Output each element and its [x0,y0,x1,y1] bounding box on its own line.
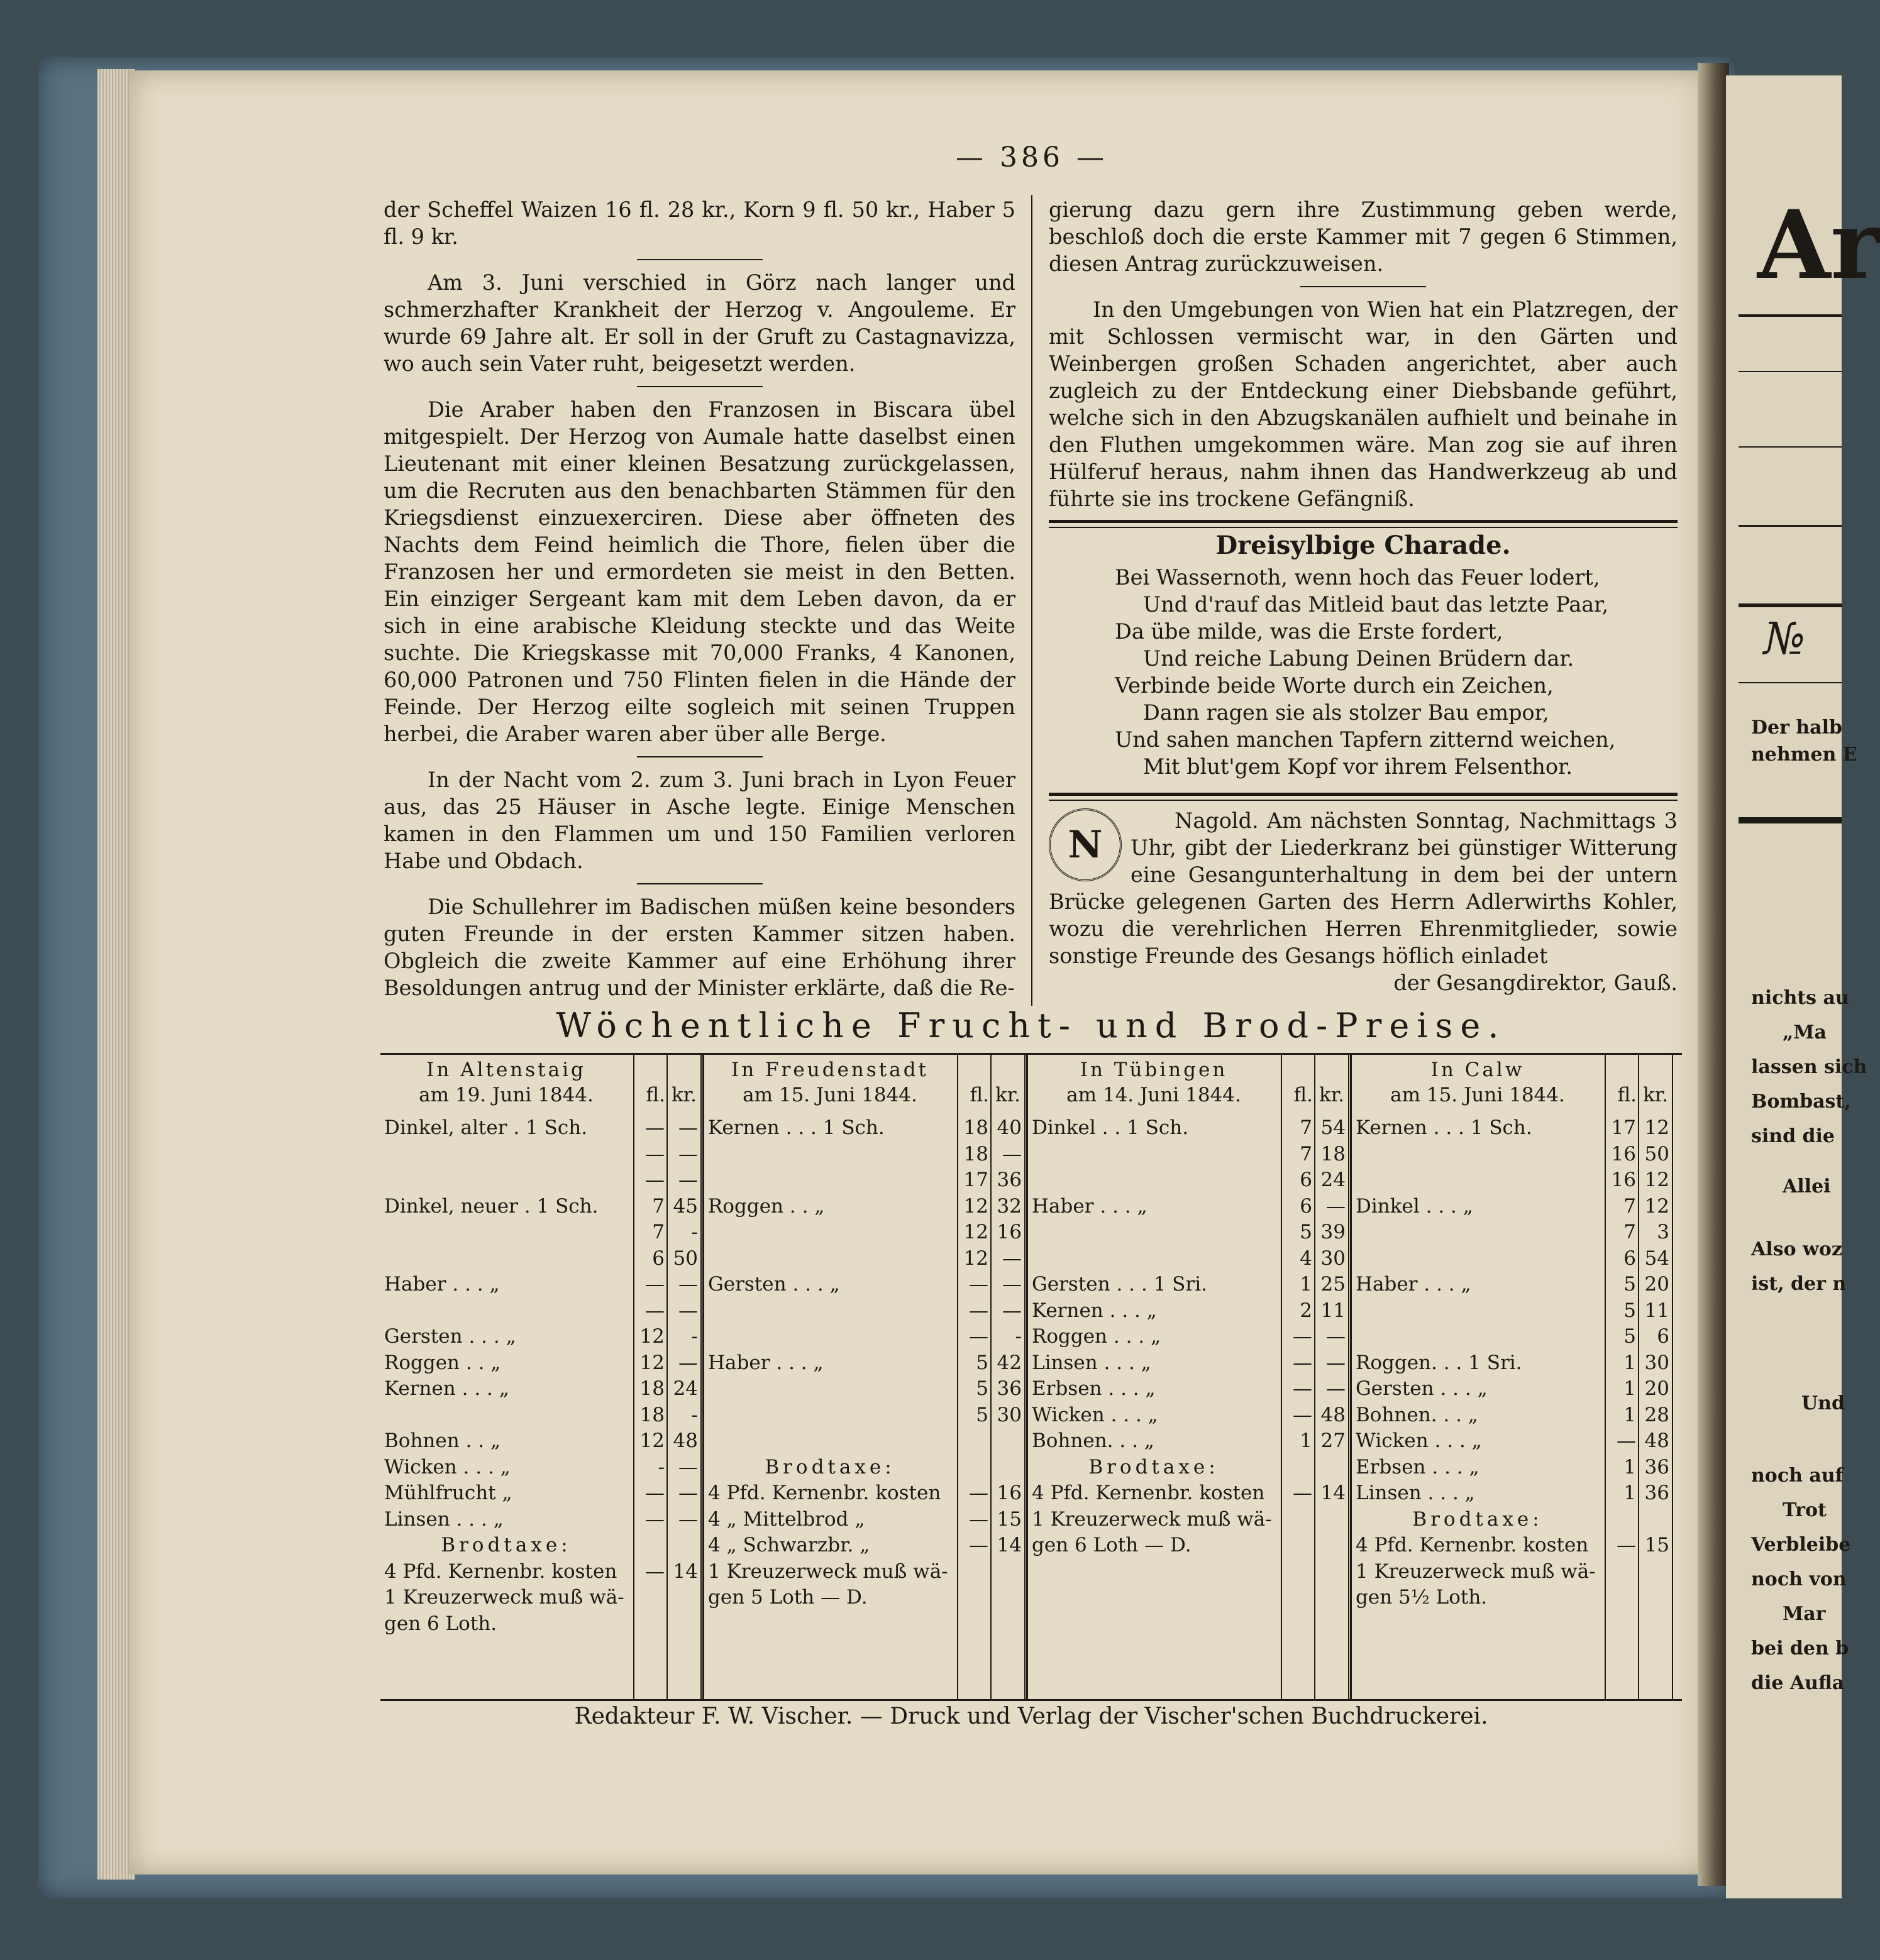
page-number: — 386 — [956,141,1108,173]
kreuzer-value: 45 [673,1194,698,1218]
article-lyon-fire: In der Nacht vom 2. zum 3. Juni brach in Lyon Feuer aus, das 25 Häuser in Asche legte. Einige Menschen kamen in den Flammen um und 150 Familien verloren Habe und Obdach. [384,768,1015,873]
table-row-label: Dinkel, alter . 1 Sch. [384,1116,588,1139]
facing-line: Bombast, [1751,1091,1851,1113]
florin-value: — [645,1142,665,1165]
facing-line: nehmen E [1751,744,1857,766]
florin-value: — [1293,1403,1312,1426]
kreuzer-value: 48 [1320,1403,1346,1426]
market-date: am 15. Juni 1844. [1390,1084,1565,1106]
table-row-label: Kernen . . . „ [1032,1299,1157,1322]
kreuzer-value: 30 [1644,1351,1669,1374]
kreuzer-value: — [1326,1194,1346,1218]
florin-value: 5 [1623,1273,1636,1296]
facing-line: Mar [1783,1603,1826,1625]
table-row-label: 1 Kreuzerweck muß wä- [1356,1560,1596,1583]
imprint-footer: Redakteur F. W. Vischer. — Druck und Verlag der Vischer'schen Buchdruckerei. [574,1704,1488,1729]
market-column [1352,1055,1676,1699]
kreuzer-value: 24 [1320,1169,1346,1191]
table-row-label: Roggen . . „ [708,1194,825,1218]
grain-price-continuation: der Scheffel Waizen 16 fl. 28 kr., Korn 9 fl. 50 kr., Haber 5 fl. 9 kr. [384,197,1015,249]
kreuzer-value: 14 [1320,1482,1346,1504]
facing-line: sind die [1751,1125,1835,1147]
table-row-label: Linsen . . . „ [384,1507,504,1531]
table-column-line [700,1055,702,1699]
florin-value: 1 [1300,1273,1312,1296]
facing-line: nichts au [1751,987,1849,1009]
kreuzer-value: 36 [1644,1482,1669,1504]
florin-value: — [1293,1325,1312,1348]
kreuzer-value: — [678,1169,698,1191]
kreuzer-value: - [691,1221,698,1243]
florin-value: — [969,1299,988,1322]
price-table-title: Wöchentliche Frucht- und Brod-Preise. [556,1006,1507,1045]
florin-value: — [969,1507,988,1531]
article-schoolteachers: Die Schullehrer im Badischen müßen keine besonders guten Freunde in der ersten Kammer sitzen haben. Obgleich die zweite Kammer auf eine Erhöhung ihrer Besoldungen antrug und der Minister erklärte, daß die Re- [384,895,1015,1000]
florin-value: 7 [1300,1142,1312,1165]
florin-header: fl. [646,1084,665,1106]
kreuzer-value: 16 [997,1482,1022,1504]
florin-value: 18 [639,1403,665,1426]
facing-line: „Ma [1783,1021,1827,1043]
facing-line: Verbleibe [1751,1534,1851,1556]
florin-value: 12 [963,1194,988,1218]
florin-value: — [969,1325,988,1348]
facing-line: noch auf [1751,1465,1844,1487]
article-separator [637,386,763,387]
florin-value: — [969,1482,988,1504]
florin-value: 5 [1623,1325,1636,1348]
market-date: am 19. Juni 1844. [419,1084,594,1106]
table-row-label: Gersten . . . „ [384,1325,516,1348]
market-date: am 15. Juni 1844. [743,1084,917,1106]
table-row-label: Erbsen . . . „ [1356,1455,1479,1478]
market-column [1028,1055,1352,1699]
table-row-label: Gersten . . . 1 Sri. [1032,1273,1207,1296]
florin-value: 1 [1623,1482,1636,1504]
charade-title: Dreisylbige Charade. [1215,531,1511,560]
florin-value: 17 [963,1169,988,1191]
table-row-label: Brodtaxe: [1088,1455,1219,1478]
kreuzer-value: — [678,1273,698,1296]
florin-header: fl. [1293,1084,1313,1106]
table-row-label: Brodtaxe: [1412,1507,1543,1531]
florin-value: 7 [652,1221,665,1243]
table-column-line [1024,1055,1026,1699]
left-column [384,196,1015,1001]
kreuzer-value: — [678,1142,698,1165]
kreuzer-value: 40 [997,1116,1022,1139]
table-row-label: Bohnen. . . „ [1356,1403,1478,1426]
florin-value: 2 [1300,1299,1312,1322]
kreuzer-value: 39 [1320,1221,1346,1243]
florin-value: — [969,1273,988,1296]
article-biscara: Die Araber haben den Franzosen in Biscara übel mitgespielt. Der Herzog von Aumale hatte daselbst einen Lieutenant mit einer kleinen Besatzung zurückgelassen, um die Recruten aus den benachbarten Stämmen für den Kriegsdienst einzuexerciren. Diese aber öffneten des Nachts dem Feind heimlich die Thore, fielen über die Franzosen her und ermordeten sie meist in den Betten. Ein einziger Sergeant kam mit dem Leben davon, da er sich in eine arabische Kleidung steckte und das Weite suchte. Die Kriegskasse mit 70,000 Franks, 4 Kanonen, 60,000 Patronen und 750 Flinten fielen in die Hände der Feinde. Der Herzog eilte sogleich mit seinen Truppen herbei, die Araber waren aber über alle Berge. [384,397,1015,746]
column-divider [1031,195,1032,1006]
florin-value: 12 [963,1247,988,1270]
charade-verse: Und sahen manchen Tapfern zitternd weichen, [1115,727,1616,752]
table-row-label: 4 „ Schwarzbr. „ [708,1534,870,1556]
table-row-label: gen 6 Loth. [384,1612,497,1635]
charade-verse: Da übe milde, was die Erste fordert, [1115,619,1503,644]
kreuzer-value: 6 [1657,1325,1669,1348]
florin-value: 6 [1300,1169,1312,1191]
market-place: In Freudenstadt [731,1059,929,1081]
kreuzer-value: 20 [1644,1273,1669,1296]
table-row-label: Mühlfrucht „ [384,1482,512,1504]
table-row-label: Wicken . . . „ [384,1455,511,1478]
article-wien-storm: In den Umgebungen von Wien hat ein Platzregen, der mit Schlossen vermischt war, in den Gärten und Weinbergen großen Schaden angerichtet, aber auch zugleich zu der Entdeckung einer Diebsbande geführt, welche sich in den Abzugskanälen aufhielt und beinahe in den Fluthen umgekommen wäre. Man zog sie auf ihren Hülferuf heraus, nahm ihnen das Handwerkzeug ab und führte sie ins trockene Gefängniß. [1049,297,1678,511]
table-row-label: 4 Pfd. Kernenbr. kosten [384,1560,617,1583]
kreuzer-value: — [678,1455,698,1478]
kreuzer-header: kr. [1642,1084,1668,1106]
facing-rule [1739,446,1842,448]
market-header [1352,1057,1603,1108]
kreuzer-value: 50 [673,1247,698,1270]
table-row-label: Kernen . . . 1 Sch. [708,1116,885,1139]
kreuzer-value: 24 [673,1377,698,1400]
table-column-line [1348,1055,1349,1699]
kreuzer-value: — [1326,1377,1346,1400]
florin-value: 12 [963,1221,988,1243]
kreuzer-value: 11 [1320,1299,1346,1322]
florin-value: — [645,1169,665,1191]
florin-value: — [1293,1482,1312,1504]
florin-value: 16 [1611,1142,1636,1165]
market-date: am 14. Juni 1844. [1066,1084,1241,1106]
florin-value: 12 [639,1429,665,1452]
florin-value: 1 [1623,1351,1636,1374]
kreuzer-value: - [691,1403,698,1426]
table-row-label: Erbsen . . . „ [1032,1377,1156,1400]
table-row-label: Wicken . . . „ [1032,1403,1158,1426]
florin-value: — [969,1534,988,1556]
facing-line: bei den b [1751,1638,1849,1660]
article-separator [637,756,763,757]
kreuzer-value: — [678,1482,698,1504]
kreuzer-value: 50 [1644,1142,1669,1165]
table-row-label: Brodtaxe: [765,1455,895,1478]
table-row-label: gen 6 Loth — D. [1032,1534,1192,1556]
market-header [1028,1057,1280,1108]
kreuzer-value: 30 [1320,1247,1346,1270]
market-header [704,1057,956,1108]
table-row-label: 4 Pfd. Kernenbr. kosten [708,1482,941,1504]
facing-number-sign: № [1764,613,1806,664]
facing-line: die Aufla [1751,1672,1845,1694]
florin-value: — [645,1116,665,1139]
market-place: In Tübingen [1080,1059,1228,1081]
table-row-label: Haber . . . „ [708,1351,824,1374]
florin-header: fl. [970,1084,989,1106]
facing-line: lassen sich [1751,1056,1867,1078]
florin-value: — [1293,1351,1312,1374]
facing-page-title: Ar [1757,190,1880,300]
kreuzer-value: 18 [1320,1142,1346,1165]
table-row-label: Dinkel . . . „ [1356,1194,1473,1218]
table-row-label: Kernen . . . „ [384,1377,509,1400]
table-row-label: Roggen . . „ [384,1351,501,1374]
florin-value: 12 [639,1325,665,1348]
table-row-label: 4 Pfd. Kernenbr. kosten [1356,1534,1589,1556]
table-row-label: gen 5 Loth — D. [708,1586,868,1609]
kreuzer-value: 11 [1644,1299,1669,1322]
kreuzer-value: 25 [1320,1273,1346,1296]
charade-verse: Mit blut'gem Kopf vor ihrem Felsenthor. [1143,754,1573,779]
article-separator [637,883,763,884]
florin-value: 6 [1300,1194,1312,1218]
kreuzer-value: — [1002,1247,1022,1270]
charade-verse: Bei Wassernoth, wenn hoch das Feuer lodert, [1115,565,1600,590]
charade-verse: Verbinde beide Worte durch ein Zeichen, [1115,673,1554,698]
kreuzer-value: — [678,1116,698,1139]
table-row-label: Dinkel . . 1 Sch. [1032,1116,1189,1139]
right-column [1049,196,1678,996]
florin-value: 17 [1611,1116,1636,1139]
table-row-label: Roggen . . . „ [1032,1325,1161,1348]
kreuzer-value: 3 [1657,1221,1669,1243]
florin-value: — [645,1299,665,1322]
notice-rule [1049,793,1678,801]
florin-value: 7 [1300,1116,1312,1139]
kreuzer-value: 28 [1644,1403,1669,1426]
kreuzer-header: kr. [995,1084,1020,1106]
kreuzer-value: — [1326,1351,1346,1374]
florin-value: 5 [976,1403,988,1426]
florin-value: 1 [1623,1403,1636,1426]
kreuzer-value: 16 [997,1221,1022,1243]
kreuzer-value: 48 [673,1429,698,1452]
florin-value: 16 [1611,1169,1636,1191]
kreuzer-value: 15 [997,1507,1022,1531]
florin-value: 5 [1300,1221,1312,1243]
facing-line: Also woz [1751,1238,1842,1260]
market-header [380,1057,632,1108]
kreuzer-value: — [1326,1325,1346,1348]
florin-value: — [645,1482,665,1504]
kreuzer-value: 32 [997,1194,1022,1218]
florin-value: 7 [1623,1194,1636,1218]
florin-value: — [1617,1534,1636,1556]
table-column-line [1672,1055,1673,1699]
table-row-label: Linsen . . . „ [1356,1482,1475,1504]
kreuzer-value: 15 [1644,1534,1669,1556]
article-schoolteachers-cont: gierung dazu gern ihre Zustimmung geben werde, beschloß doch die erste Kammer mit 7 gegen 6 Stimmen, diesen Antrag zurückzuweisen. [1049,197,1678,276]
table-row-label: Haber . . . „ [1356,1273,1471,1296]
market-column [380,1055,704,1699]
facing-rule [1739,525,1842,527]
facing-rule [1739,603,1842,607]
florin-value: 6 [652,1247,665,1270]
table-row-label: Roggen. . . 1 Sri. [1356,1351,1522,1374]
market-place: In Altenstaig [426,1059,586,1081]
kreuzer-value: — [678,1351,698,1374]
kreuzer-value: — [1002,1299,1022,1322]
florin-value: 5 [1623,1299,1636,1322]
facing-line: Allei [1783,1175,1831,1197]
florin-value: 12 [639,1351,665,1374]
kreuzer-value: 48 [1644,1429,1669,1452]
florin-value: 18 [963,1116,988,1139]
liederkranz-emblem-icon: N [1049,808,1122,881]
table-row-label: Haber . . . „ [384,1273,500,1296]
facing-line: Und [1801,1392,1845,1414]
charade-verse: Und d'rauf das Mitleid baut das letzte Paar, [1143,592,1609,617]
charade-verse: Dann ragen sie als stolzer Bau empor, [1143,700,1549,725]
florin-value: 5 [976,1377,988,1400]
facing-line: noch von [1751,1568,1847,1590]
kreuzer-value: 54 [1320,1116,1346,1139]
florin-value: — [645,1507,665,1531]
table-row-label: gen 5½ Loth. [1356,1586,1488,1609]
kreuzer-value: 14 [673,1560,698,1583]
kreuzer-value: 12 [1644,1116,1669,1139]
charade-verse: Und reiche Labung Deinen Brüdern dar. [1143,646,1574,671]
kreuzer-value: 54 [1644,1247,1669,1270]
table-row-label: 1 Kreuzerweck muß wä- [708,1560,948,1583]
kreuzer-value: 20 [1644,1377,1669,1400]
florin-value: 1 [1623,1455,1636,1478]
article-angouleme: Am 3. Juni verschied in Görz nach langer und schmerzhafter Krankheit der Herzog v. Angouleme. Er wurde 69 Jahre alt. Er soll in der Gruft zu Castagnavizza, wo auch sein Vater ruht, beigesetzt werden. [384,270,1015,376]
table-row-label: 1 Kreuzerweck muß wä- [1032,1507,1272,1531]
kreuzer-value: — [678,1507,698,1531]
kreuzer-value: — [1002,1273,1022,1296]
facing-line: Der halb [1751,717,1842,739]
kreuzer-value: 12 [1644,1194,1669,1218]
florin-value: 4 [1300,1247,1312,1270]
charade-rule [1049,520,1678,528]
kreuzer-value: — [678,1299,698,1322]
florin-value: 18 [963,1142,988,1165]
florin-value: — [1293,1377,1312,1400]
kreuzer-value: 36 [997,1377,1022,1400]
kreuzer-value: 14 [997,1534,1022,1556]
table-row-label: Wicken . . . „ [1356,1429,1482,1452]
kreuzer-value: 36 [1644,1455,1669,1478]
florin-value: — [1617,1429,1636,1452]
florin-value: 1 [1623,1377,1636,1400]
article-separator [637,259,763,260]
kreuzer-value: 42 [997,1351,1022,1374]
florin-value: 5 [976,1351,988,1374]
florin-header: fl. [1617,1084,1637,1106]
kreuzer-value: 12 [1644,1169,1669,1191]
facing-rule [1739,371,1842,372]
notice-signature: der Gesangdirektor, Gauß. [1393,971,1678,995]
florin-value: 18 [639,1377,665,1400]
facing-rule [1739,817,1842,823]
facing-line: ist, der n [1751,1273,1847,1295]
facing-rule [1739,682,1842,683]
market-place: In Calw [1430,1059,1525,1081]
facing-page [1726,75,1880,1898]
price-table [380,1053,1682,1701]
kreuzer-header: kr. [1319,1084,1344,1106]
table-row-label: 4 Pfd. Kernenbr. kosten [1032,1482,1265,1504]
florin-value: — [645,1560,665,1583]
florin-value: — [645,1273,665,1296]
table-row-label: 1 Kreuzerweck muß wä- [384,1586,624,1609]
kreuzer-header: kr. [671,1084,697,1106]
table-row-label: Linsen . . . „ [1032,1351,1151,1374]
book-gutter [1698,63,1729,1886]
notice-nagold: Nagold. Am nächsten Sonntag, Nachmittags 3 Uhr, gibt der Liederkranz bei günstiger Witterung eine Gesangunterhaltung in dem bei der untern Brücke gelegenen Garten des Herrn Adlerwirths Kohler, wozu die verehrlichen Herren Ehrenmitglieder, sowie sonstige Freunde des Gesangs höflich einladet [1049,808,1678,968]
kreuzer-value: - [1015,1325,1022,1348]
table-row-label: Kernen . . . 1 Sch. [1356,1116,1532,1139]
facing-line: Trot [1783,1499,1827,1521]
kreuzer-value: - [691,1325,698,1348]
article-separator [1300,286,1426,287]
kreuzer-value: 27 [1320,1429,1346,1452]
kreuzer-value: 36 [997,1169,1022,1191]
florin-value: - [658,1455,665,1478]
kreuzer-value: — [1002,1142,1022,1165]
table-row-label: Dinkel, neuer . 1 Sch. [384,1194,599,1218]
facing-rule [1739,314,1842,317]
table-row-label: Bohnen . . „ [384,1429,501,1452]
florin-value: 1 [1300,1429,1312,1452]
florin-value: 6 [1623,1247,1636,1270]
table-row-label: Gersten . . . „ [1356,1377,1488,1400]
table-row-label: Bohnen. . . „ [1032,1429,1154,1452]
market-column [704,1055,1028,1699]
florin-value: 7 [1623,1221,1636,1243]
florin-value: 7 [652,1194,665,1218]
table-row-label: Gersten . . . „ [708,1273,840,1296]
kreuzer-value: 30 [997,1403,1022,1426]
table-row-label: Brodtaxe: [441,1534,572,1556]
table-row-label: 4 „ Mittelbrod „ [708,1507,865,1531]
table-row-label: Haber . . . „ [1032,1194,1147,1218]
